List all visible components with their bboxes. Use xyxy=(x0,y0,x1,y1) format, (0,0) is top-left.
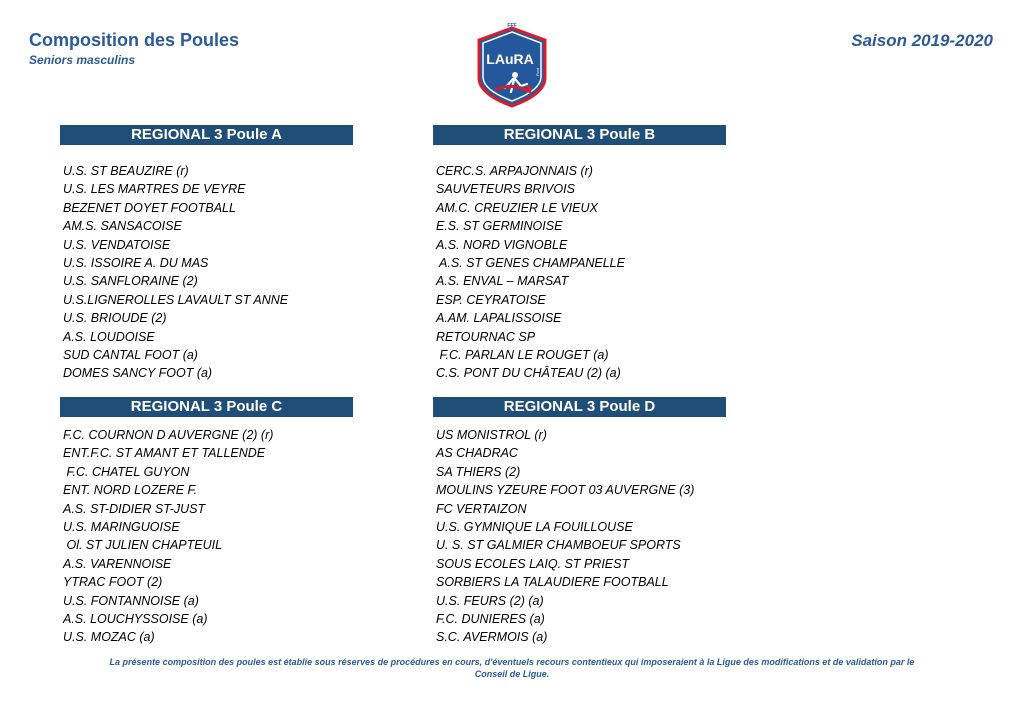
logo-top-text: FFF xyxy=(507,23,517,29)
team-item: AM.C. CREUZIER LE VIEUX xyxy=(436,200,598,215)
poule-a-team-list xyxy=(63,162,288,383)
team-item: U.S.LIGNEROLLES LAVAULT ST ANNE xyxy=(63,292,289,307)
team-item: A.S. NORD VIGNOBLE xyxy=(436,237,568,252)
page-subtitle: Seniors masculins xyxy=(29,53,136,67)
poule-a-header: REGIONAL 3 Poule A xyxy=(60,125,353,145)
team-item: MOULINS YZEURE FOOT 03 AUVERGNE (3) xyxy=(436,483,695,498)
team-item: DOMES SANCY FOOT (a) xyxy=(63,366,213,381)
team-item: US MONISTROL (r) xyxy=(436,428,547,442)
team-item: SOUS ECOLES LAIQ. ST PRIEST xyxy=(436,556,630,571)
poule-c-team-list xyxy=(63,426,273,647)
team-item: YTRAC FOOT (2) xyxy=(63,575,163,590)
team-item: F.C. COURNON D AUVERGNE (2) (r) xyxy=(63,428,274,442)
team-item: U.S. MARINGUOISE xyxy=(63,519,180,534)
team-item: U.S. LES MARTRES DE VEYRE xyxy=(63,182,246,197)
team-item: A.S. ST GENES CHAMPANELLE xyxy=(436,255,625,270)
team-item: AM.S. SANSACOISE xyxy=(63,219,182,234)
team-item: U.S. ST BEAUZIRE (r) xyxy=(63,164,189,178)
team-item: F.C. CHATEL GUYON xyxy=(63,464,190,479)
team-item: U.S. BRIOUDE (2) xyxy=(63,311,167,326)
team-item: U.S. ISSOIRE A. DU MAS xyxy=(63,255,209,270)
team-item: SAUVETEURS BRIVOIS xyxy=(436,182,575,197)
team-item: A.S. ST-DIDIER ST-JUST xyxy=(63,501,206,516)
logo-main-text: LAuRA xyxy=(486,51,534,67)
team-item: U.S. FEURS (2) (a) xyxy=(436,593,544,608)
team-item: FC VERTAIZON xyxy=(436,501,527,516)
poule-b-team-list xyxy=(436,162,625,383)
team-item: Ol. ST JULIEN CHAPTEUIL xyxy=(63,538,223,553)
team-item: C.S. PONT DU CHÂTEAU (2) (a) xyxy=(436,366,621,381)
team-item: A.S. LOUDOISE xyxy=(63,329,155,344)
laura-foot-logo xyxy=(475,22,549,108)
team-item: S.C. AVERMOIS (a) xyxy=(436,630,548,645)
poule-b-header: REGIONAL 3 Poule B xyxy=(433,125,726,145)
team-item: U. S. ST GALMIER CHAMBOEUF SPORTS xyxy=(436,538,681,553)
team-item: SORBIERS LA TALAUDIERE FOOTBALL xyxy=(436,575,669,590)
team-item: E.S. ST GERMINOISE xyxy=(436,219,563,234)
season-label: Saison 2019-2020 xyxy=(851,31,993,50)
team-item: U.S. GYMNIQUE LA FOUILLOUSE xyxy=(436,519,633,534)
team-item: U.S. FONTANNOISE (a) xyxy=(63,593,199,608)
team-item: AS CHADRAC xyxy=(436,446,518,461)
team-item: BEZENET DOYET FOOTBALL xyxy=(63,200,236,215)
poule-d-header: REGIONAL 3 Poule D xyxy=(433,397,726,417)
team-item: A.S. ENVAL – MARSAT xyxy=(436,274,569,289)
team-item: ENT.F.C. ST AMANT ET TALLENDE xyxy=(63,446,266,461)
footnote-line-1: La présente composition des poules est établie sous réserves de procédures en cours, d'éventuels recours contentieux qui imposeraient à la Ligue des modifications et de validation par le xyxy=(109,657,915,667)
team-item: U.S. SANFLORAINE (2) xyxy=(63,274,198,289)
poule-d-team-list xyxy=(436,426,694,647)
page-title: Composition des Poules xyxy=(29,30,240,50)
footnote xyxy=(40,656,984,680)
team-item: A.AM. LAPALISSOISE xyxy=(436,311,562,326)
team-item: U.S. MOZAC (a) xyxy=(63,630,155,645)
team-item: ESP. CEYRATOISE xyxy=(436,292,546,307)
team-item: U.S. VENDATOISE xyxy=(63,237,171,252)
team-item: F.C. PARLAN LE ROUGET (a) xyxy=(436,347,609,362)
team-item: A.S. VARENNOISE xyxy=(63,556,172,571)
team-item: ENT. NORD LOZERE F. xyxy=(63,483,198,498)
poule-c-header: REGIONAL 3 Poule C xyxy=(60,397,353,417)
team-item: F.C. DUNIERES (a) xyxy=(436,611,545,626)
footnote-line-2: Conseil de Ligue. xyxy=(474,669,550,679)
team-item: RETOURNAC SP xyxy=(436,329,536,344)
logo-sub-text: Foot xyxy=(535,67,540,77)
team-item: SUD CANTAL FOOT (a) xyxy=(63,347,198,362)
team-item: SA THIERS (2) xyxy=(436,464,521,479)
team-item: A.S. LOUCHYSSOISE (a) xyxy=(63,611,208,626)
team-item: CERC.S. ARPAJONNAIS (r) xyxy=(436,164,593,178)
